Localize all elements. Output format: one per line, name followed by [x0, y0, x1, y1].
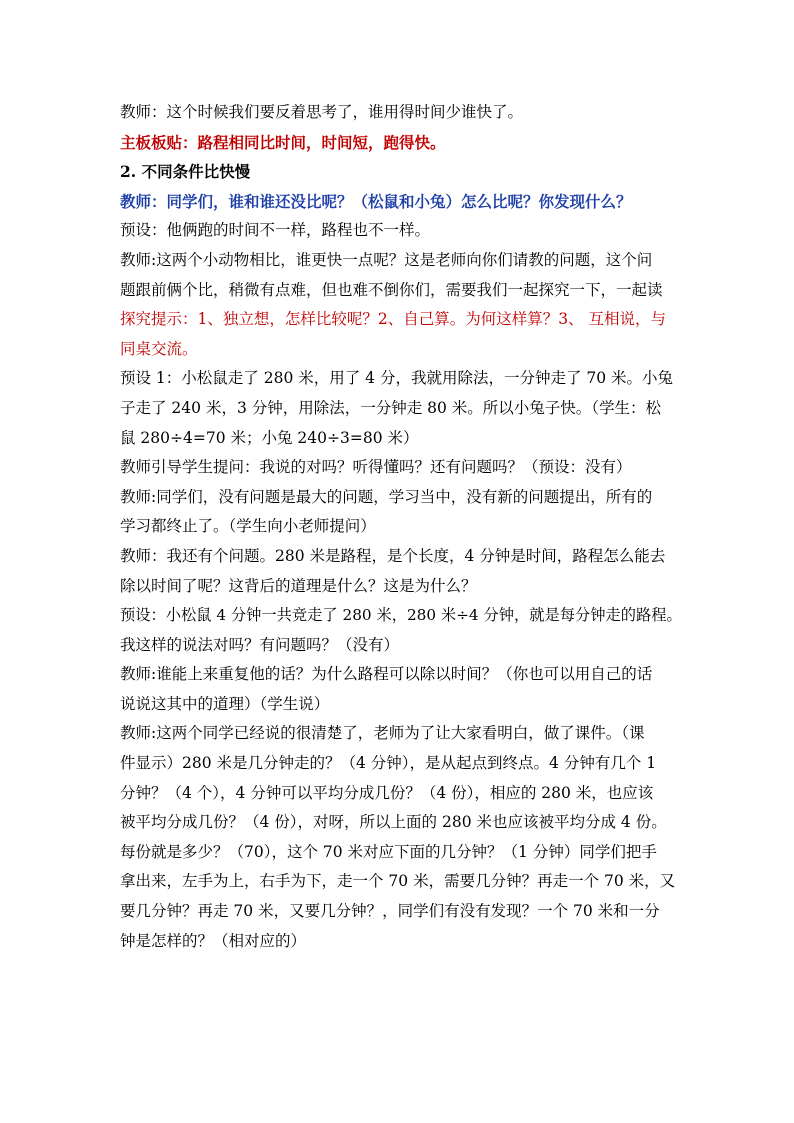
text-line: 主板板贴：路程相同比时间，时间短，跑得快。 [120, 132, 446, 152]
text-line: 我这样的说法对吗？有问题吗？（没有） [120, 635, 400, 654]
text-line: 题跟前俩个比，稍微有点难，但也难不倒你们，需要我们一起探究一下，一起读 [120, 280, 663, 299]
text-line: 子走了 240 米，3 分钟，用除法，一分钟走 80 米。所以小兔子快。（学生：松 [120, 398, 662, 417]
text-line: 被平均分成几份？（4 份），对呀，所以上面的 280 米也应该被平均分成 4 份。 [120, 813, 667, 832]
text-line: 同桌交流。 [120, 339, 198, 358]
text-line: 教师:这两个同学已经说的很清楚了，老师为了让大家看明白，做了课件。（课 [120, 724, 645, 743]
text-line: 要几分钟？再走 70 米，又要几分钟？，同学们有没有发现？一个 70 米和一分 [120, 902, 660, 921]
text-line: 2. 不同条件比快慢 [120, 162, 251, 182]
text-line: 件显示）280 米是几分钟走的？（4 分钟），是从起点到终点。4 分钟有几个 1 [120, 754, 657, 773]
text-line: 教师：我还有个问题。280 米是路程，是个长度，4 分钟是时间，路程怎么能去 [120, 546, 666, 565]
text-line: 预设：他俩跑的时间不一样，路程也不一样。 [120, 221, 431, 240]
text-line: 除以时间了呢？这背后的道理是什么？这是为什么？ [120, 576, 477, 595]
text-line: 教师:这两个小动物相比，谁更快一点呢？这是老师向你们请教的问题，这个问 [120, 250, 653, 269]
text-line: 学习都终止了。（学生向小老师提问） [120, 517, 376, 536]
text-line: 拿出来，左手为上，右手为下，走一个 70 米，需要几分钟？再走一个 70 米，又 [120, 872, 676, 891]
text-line: 钟是怎样的？（相对应的） [120, 931, 307, 950]
text-line: 每份就是多少？（70），这个 70 米对应下面的几分钟？（1 分钟）同学们把手 [120, 842, 657, 861]
text-line: 分钟？（4 个），4 分钟可以平均分成几份？（4 份），相应的 280 米，也应该 [120, 783, 654, 802]
text-line: 教师：这个时候我们要反着思考了，谁用得时间少谁快了。 [120, 103, 524, 121]
text-line: 教师：同学们，谁和谁还没比呢？（松鼠和小兔）怎么比呢？你发现什么？ [120, 191, 632, 211]
text-line: 探究提示：1、独立想，怎样比较呢？2、自己算。为何这样算？3、 互相说，与 [120, 310, 667, 329]
text-line: 预设：小松鼠 4 分钟一共竞走了 280 米，280 米÷4 分钟，就是每分钟走的路程。 [120, 606, 682, 625]
text-line: 教师引导学生提问：我说的对吗？听得懂吗？还有问题吗？（预设：没有） [120, 458, 632, 477]
text-line: 说说这其中的道理）（学生说） [120, 694, 330, 713]
document-page [120, 98, 680, 956]
text-line: 预设 1：小松鼠走了 280 米，用了 4 分，我就用除法，一分钟走了 70 米。小兔 [120, 369, 674, 388]
text-line: 教师:谁能上来重复他的话？为什么路程可以除以时间？（你也可以用自己的话 [120, 665, 653, 684]
text-line: 鼠 280÷4=70 米；小兔 240÷3=80 米） [120, 428, 419, 447]
text-line: 教师:同学们，没有问题是最大的问题，学习当中，没有新的问题提出，所有的 [120, 487, 653, 506]
